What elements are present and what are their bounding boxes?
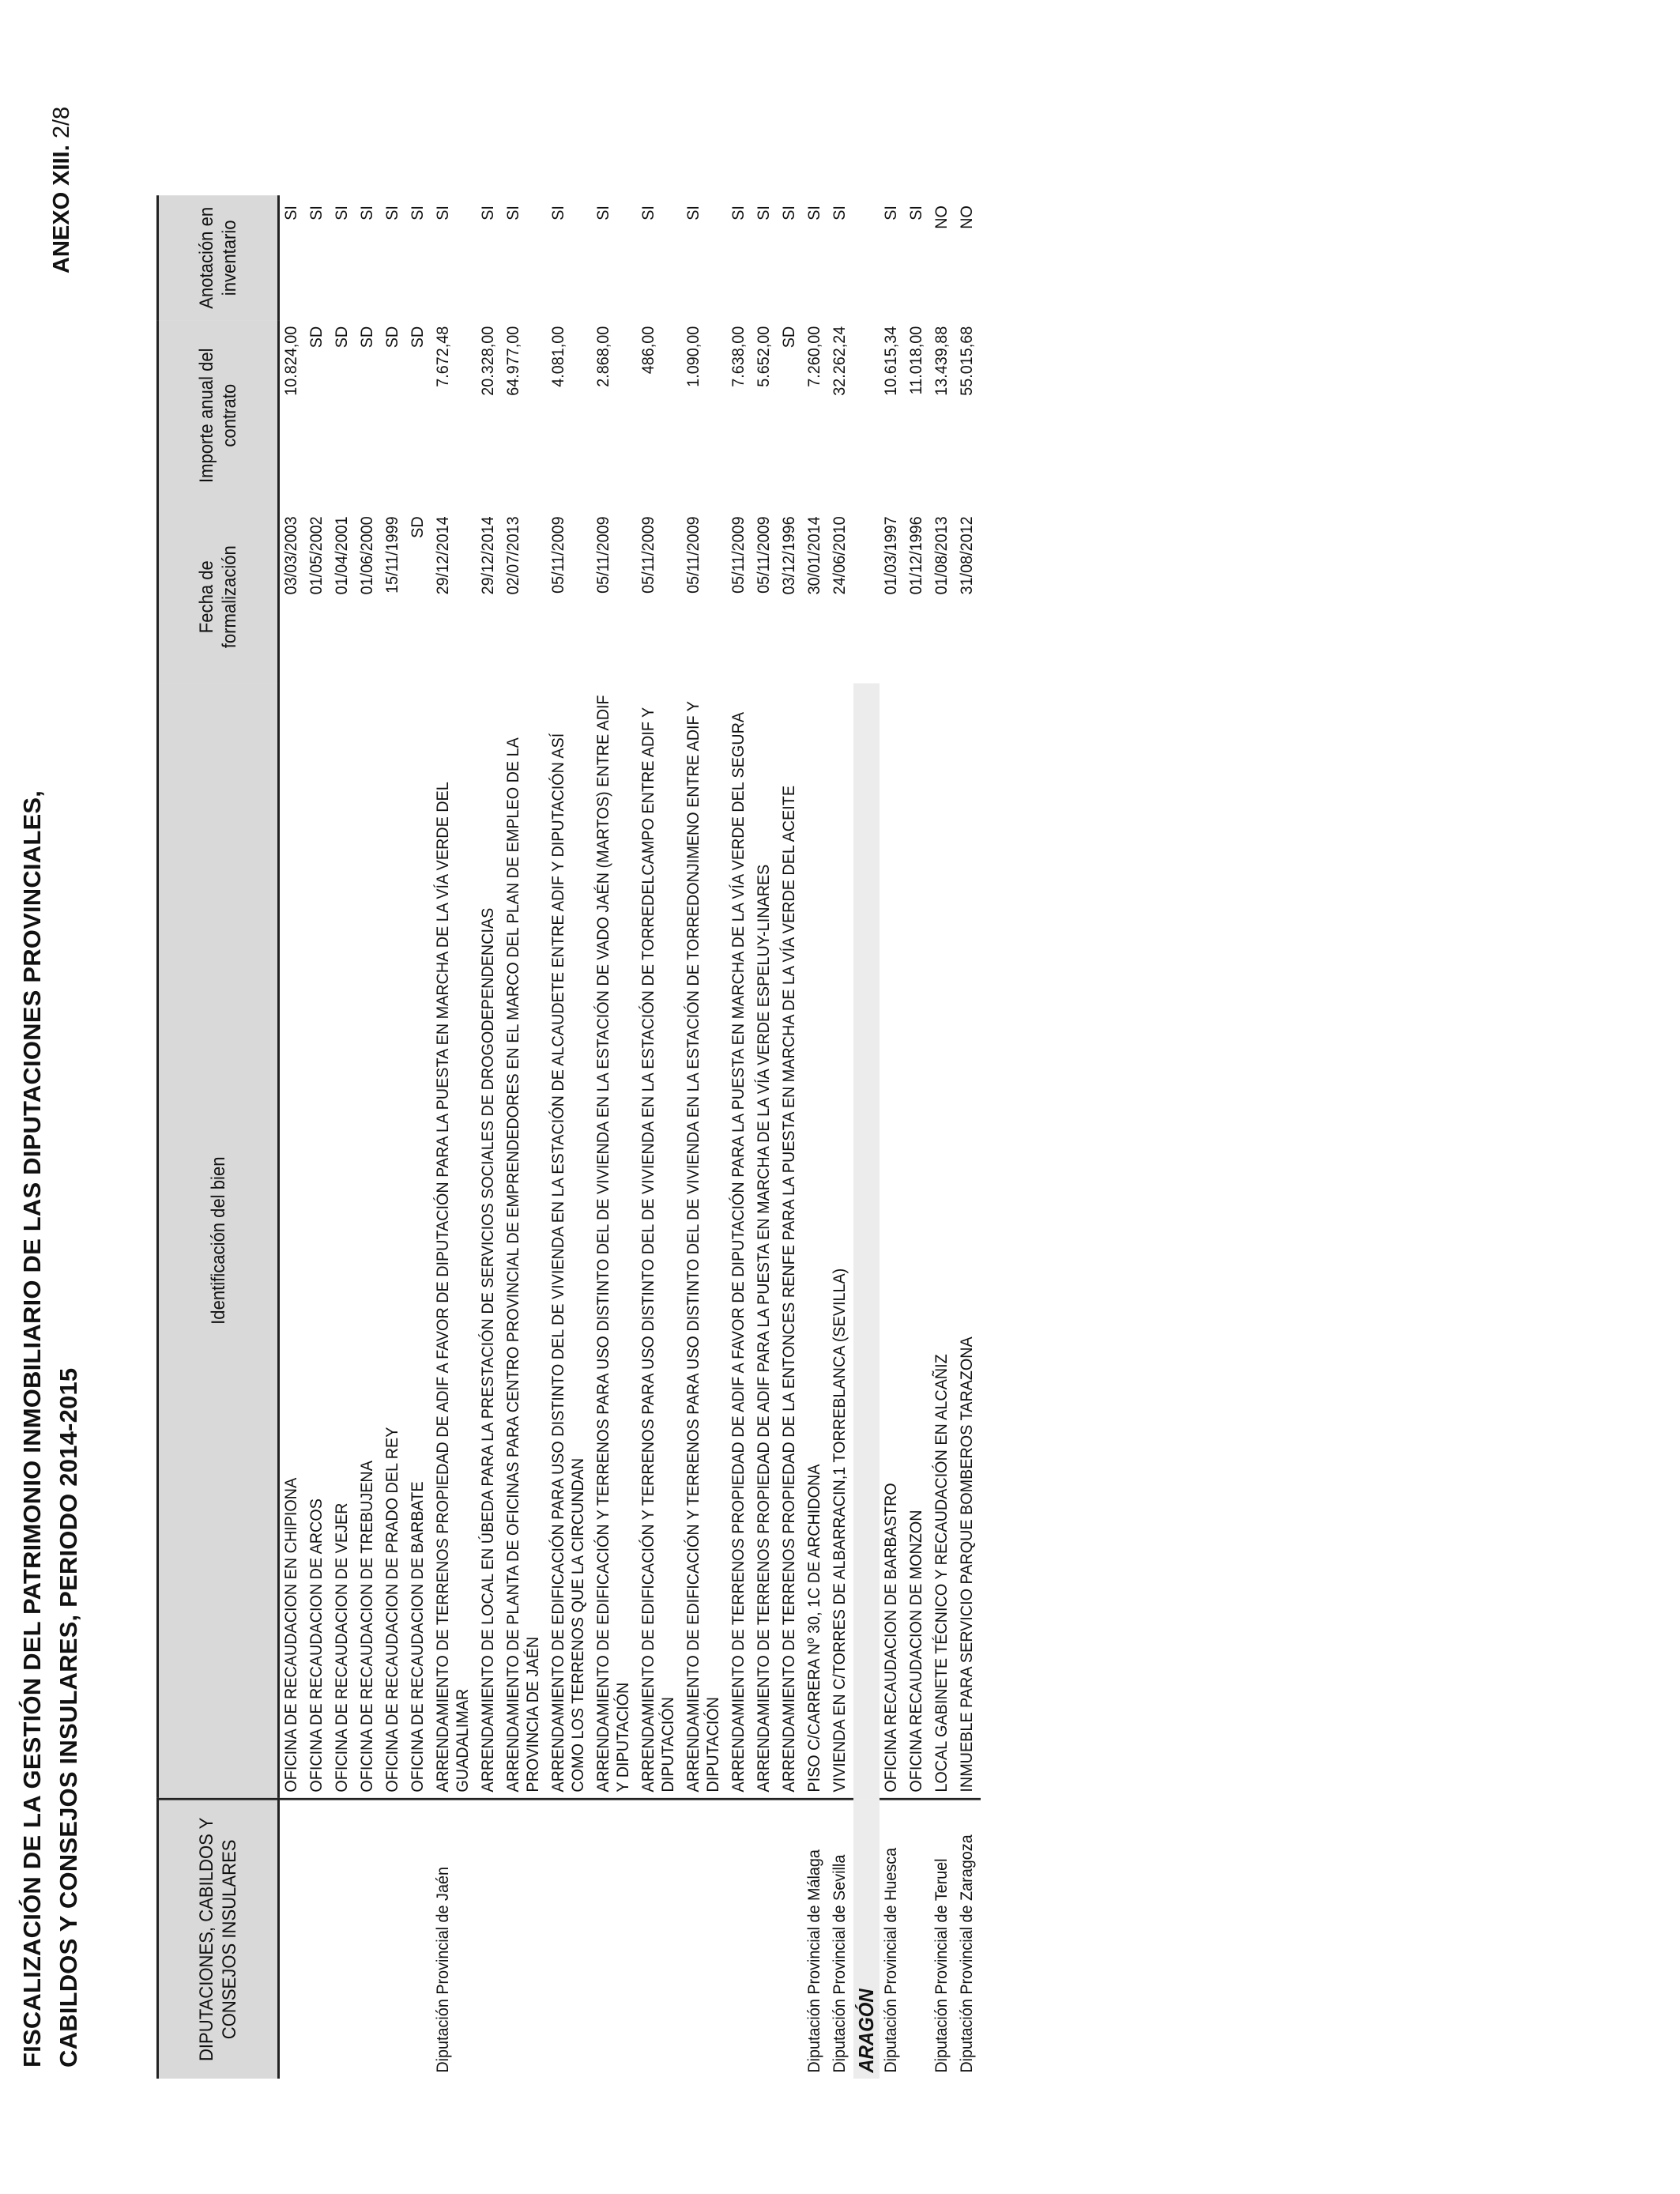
cell-description: ARRENDAMIENTO DE EDIFICACIÓN Y TERRENOS PARA USO DISTINTO DEL DE VIVIENDA EN LA ESTACIÓN DE VADO JAÉN (MARTOS) ENTRE ADIF Y DIPUTACIÓN [592,683,637,1799]
cell-amount: 486,00 [638,326,657,375]
cell-date: 01/04/2001 [332,516,351,595]
cell-date: 30/01/2014 [804,516,823,595]
cell-amount: 13.439,88 [932,326,951,396]
cell-date: 05/11/2009 [638,516,657,594]
cell-entity [356,1799,381,2079]
document-title [14,790,87,2068]
cell-amount: SD [357,326,376,349]
cell-inventory: NO [957,205,976,229]
assets-table [156,195,981,2079]
cell-amount: 7.260,00 [804,326,823,387]
cell-description: OFICINA RECAUDACION DE MONZON [905,683,930,1799]
cell-description: OFICINA DE RECAUDACION DE PRADO DEL REY [381,683,406,1799]
title-line-1: FISCALIZACIÓN DE LA GESTIÓN DEL PATRIMONIO INMOBILIARIO DE LAS DIPUTACIONES PROVINCIALES, [18,790,46,2068]
table-row [752,195,778,2079]
cell-amount: 55.015,68 [957,326,976,396]
cell-description: OFICINA DE RECAUDACION DE TREBUJENA [356,683,381,1799]
col-header-entity: DIPUTACIONES, CABILDOS Y CONSEJOS INSULARES [158,1799,279,2079]
table-header-row [158,195,279,2079]
cell-entity [330,1799,356,2079]
cell-date: 01/05/2002 [307,516,326,595]
annex-page: 2/8 [49,106,74,139]
table-row [778,195,803,2079]
table-row [682,195,727,2079]
cell-amount: 2.868,00 [593,326,612,387]
cell-inventory: SI [684,205,703,221]
table-row [803,195,828,2079]
cell-date: 24/06/2010 [830,516,849,595]
table-row [930,195,955,2079]
cell-entity [502,1799,547,2079]
cell-entity [778,1799,803,2079]
cell-inventory: SI [593,205,612,221]
cell-entity [477,1799,502,2079]
cell-entity: Diputación Provincial de Sevilla [830,1854,849,2073]
cell-entity [727,1799,752,2079]
cell-description: OFICINA DE RECAUDACION EN CHIPIONA [279,683,306,1799]
cell-amount: 11.018,00 [906,326,925,395]
cell-entity [637,1799,682,2079]
cell-description: OFICINA RECAUDACION DE BARBASTRO [880,683,905,1799]
cell-amount: 20.328,00 [478,326,497,396]
cell-inventory: SI [408,205,427,221]
cell-inventory: SI [548,205,567,221]
cell-date: 01/06/2000 [357,516,376,595]
table-row [477,195,502,2079]
cell-date: 01/03/1997 [881,516,900,595]
table-row [406,195,431,2079]
cell-entity [305,1799,330,2079]
cell-description: ARRENDAMIENTO DE TERRENOS PROPIEDAD DE LA ENTONCES RENFE PARA LA PUESTA EN MARCHA DE LA VÍA VERDE DEL ACEITE [778,683,803,1799]
cell-date: 15/11/1999 [382,516,401,594]
cell-inventory: SI [382,205,401,221]
cell-date: 02/07/2013 [503,516,522,595]
cell-entity [905,1799,930,2079]
cell-amount: 5.652,00 [754,326,773,387]
table-row [547,195,592,2079]
cell-amount: 10.824,00 [281,326,300,396]
cell-entity [682,1799,727,2079]
cell-description: OFICINA DE RECAUDACION DE ARCOS [305,683,330,1799]
table-row [592,195,637,2079]
cell-description: PISO C/CARRERA Nº 30, 1C DE ARCHIDONA [803,683,828,1799]
title-line-2: CABILDOS Y CONSEJOS INSULARES, PERIODO 2014-2015 [55,1367,82,2068]
cell-date: 05/11/2009 [548,516,567,594]
cell-description: ARRENDAMIENTO DE PLANTA DE OFICINAS PARA CENTRO PROVINCIAL DE EMPRENDEDORES EN EL MARCO DEL PLAN DE EMPLEO DE LA PROVINCIA DE JAÉN [502,683,547,1799]
cell-inventory: SI [357,205,376,221]
cell-date: 01/12/1996 [906,516,925,595]
cell-description: ARRENDAMIENTO DE TERRENOS PROPIEDAD DE ADIF A FAVOR DE DIPUTACIÓN PARA LA PUESTA EN MARCHA DE LA VÍA VERDE DEL GUADALIMAR [431,683,477,1799]
cell-date: 31/08/2012 [957,516,976,595]
cell-inventory: SI [906,205,925,221]
cell-amount: SD [307,326,326,349]
cell-date: 29/12/2014 [478,516,497,595]
cell-date: 29/12/2014 [433,516,452,595]
region-label: ARAGÓN [853,1799,880,2079]
cell-inventory: SI [638,205,657,221]
region-row [853,195,880,2079]
table-body-aragon [880,195,981,2079]
cell-inventory: NO [932,205,951,229]
table-row [727,195,752,2079]
cell-entity: Diputación Provincial de Huesca [881,1847,900,2073]
table-row [305,195,330,2079]
cell-description: ARRENDAMIENTO DE EDIFICACIÓN PARA USO DISTINTO DEL DE VIVIENDA EN LA ESTACIÓN DE ALCAUDETE ENTRE ADIF Y DIPUTACIÓN ASÍ COMO LOS TERRENOS QUE LA CIRCUNDAN [547,683,592,1799]
table-row [637,195,682,2079]
annex-number: ANEXO XIII. [49,145,74,273]
table-row [381,195,406,2079]
cell-date: 05/11/2009 [593,516,612,594]
table-row [502,195,547,2079]
col-header-date: Fecha de formalización [158,511,279,683]
col-header-description: Identificación del bien [158,683,279,1799]
cell-amount: 32.262,24 [830,326,849,396]
cell-inventory: SI [478,205,497,221]
table-row [955,195,981,2079]
cell-inventory: SI [754,205,773,221]
cell-inventory: SI [332,205,351,221]
cell-amount: SD [332,326,351,349]
cell-description: ARRENDAMIENTO DE TERRENOS PROPIEDAD DE ADIF PARA LA PUESTA EN MARCHA DE LA VÍA VERDE ESPELUY-LINARES [752,683,778,1799]
cell-entity: Diputación Provincial de Málaga [804,1849,823,2073]
cell-inventory: SI [881,205,900,221]
col-header-inventory: Anotación en inventario [158,195,279,320]
cell-description: INMUEBLE PARA SERVICIO PARQUE BOMBEROS TARAZONA [955,683,981,1799]
cell-amount: SD [408,326,427,349]
cell-description: ARRENDAMIENTO DE TERRENOS PROPIEDAD DE ADIF A FAVOR DE DIPUTACIÓN PARA LA PUESTA EN MARCHA DE LA VÍA VERDE DEL SEGURA [727,683,752,1799]
cell-description: OFICINA DE RECAUDACION DE VEJER [330,683,356,1799]
cell-inventory: SI [281,205,300,221]
table-row [356,195,381,2079]
cell-amount: 64.977,00 [503,326,522,396]
cell-amount: 7.638,00 [729,326,748,387]
cell-description: OFICINA DE RECAUDACION DE BARBATE [406,683,431,1799]
cell-date: 03/03/2003 [281,516,300,595]
cell-entity: Diputación Provincial de Zaragoza [957,1834,976,2073]
cell-entity [381,1799,406,2079]
cell-amount: 4.081,00 [548,326,567,387]
annex-label [49,107,75,273]
col-header-amount: Importe anual del contrato [158,320,279,511]
cell-date: 01/08/2013 [932,516,951,595]
cell-description: ARRENDAMIENTO DE LOCAL EN ÚBEDA PARA LA PRESTACIÓN DE SERVICIOS SOCIALES DE DROGODEPENDENCIAS [477,683,502,1799]
table-row [905,195,930,2079]
cell-date: 05/11/2009 [729,516,748,594]
cell-amount: 10.615,34 [881,326,900,396]
cell-description: ARRENDAMIENTO DE EDIFICACIÓN Y TERRENOS PARA USO DISTINTO DEL DE VIVIENDA EN LA ESTACIÓN DE TORREDONJIMENO ENTRE ADIF Y DIPUTACIÓN [682,683,727,1799]
cell-inventory: SI [830,205,849,221]
cell-inventory: SI [433,205,452,221]
cell-entity [406,1799,431,2079]
cell-entity: Diputación Provincial de Teruel [932,1858,951,2073]
cell-date: 05/11/2009 [754,516,773,594]
table-row [330,195,356,2079]
cell-inventory: SI [804,205,823,221]
cell-amount: 1.090,00 [684,326,703,387]
cell-amount: SD [779,326,798,349]
table-row [431,195,477,2079]
cell-entity [752,1799,778,2079]
cell-description: VIVIENDA EN C/TORRES DE ALBARRACIN,1 TORREBLANCA (SEVILLA) [828,683,853,1799]
table-region-section [853,195,880,2079]
cell-entity [592,1799,637,2079]
cell-entity: Diputación Provincial de Jaén [433,1867,452,2073]
table-body-andalucia [279,195,854,2079]
cell-description: ARRENDAMIENTO DE EDIFICACIÓN Y TERRENOS PARA USO DISTINTO DEL DE VIVIENDA EN LA ESTACIÓN DE TORREDELCAMPO ENTRE ADIF Y DIPUTACIÓN [637,683,682,1799]
table-row [279,195,306,2079]
cell-inventory: SI [503,205,522,221]
cell-inventory: SI [307,205,326,221]
cell-amount: 7.672,48 [433,326,452,387]
cell-date: 05/11/2009 [684,516,703,594]
cell-inventory: SI [779,205,798,221]
cell-date: 03/12/1996 [779,516,798,595]
cell-date: SD [408,516,427,538]
cell-entity [279,1799,306,2079]
table-row [828,195,853,2079]
cell-inventory: SI [729,205,748,221]
cell-description: LOCAL GABINETE TÉCNICO Y RECAUDACIÓN EN ALCAÑIZ [930,683,955,1799]
table-row [880,195,905,2079]
cell-amount: SD [382,326,401,349]
cell-entity [547,1799,592,2079]
